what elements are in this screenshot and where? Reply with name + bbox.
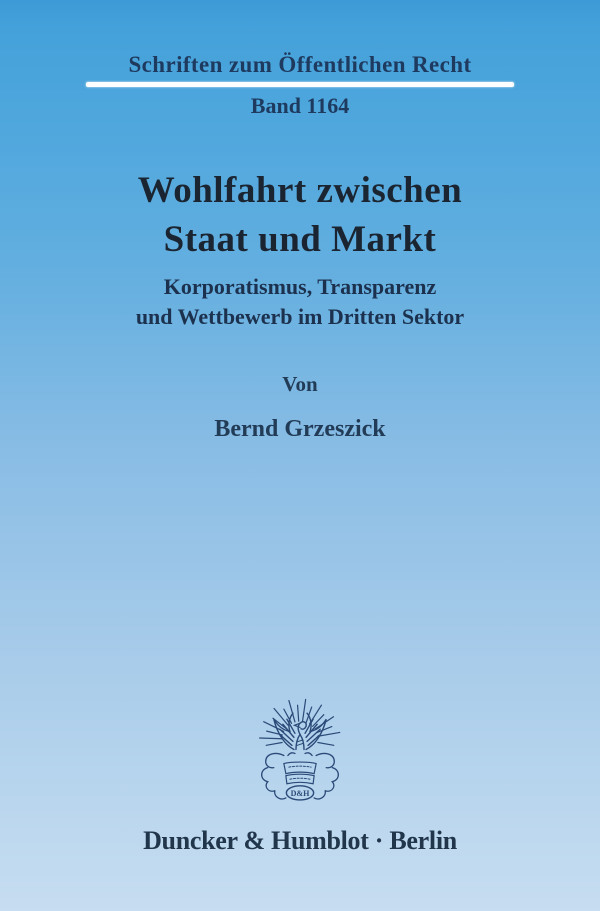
author-name: Bernd Grzeszick: [214, 416, 386, 442]
publisher-emblem: [247, 697, 353, 810]
emblem-monogram-text: D&H: [290, 788, 310, 798]
book-title-line2: Staat und Markt: [163, 219, 437, 260]
book-title: [0, 166, 600, 264]
duncker-humblot-eagle-emblem-icon: [247, 697, 353, 810]
book-subtitle: [0, 272, 600, 332]
series-divider-rule: [86, 82, 514, 87]
publisher-imprint: Duncker & Humblot · Berlin: [143, 826, 457, 855]
series-title: Schriften zum Öffentlichen Recht: [128, 52, 472, 77]
emblem-monogram: [286, 786, 313, 800]
emblem-banner: [284, 762, 316, 784]
author-prefix: Von: [282, 372, 318, 396]
emblem-eagle: [274, 713, 326, 749]
book-title-line1: Wohlfahrt zwischen: [137, 170, 463, 211]
emblem-rays: [260, 699, 340, 745]
book-subtitle-line1: Korporatismus, Transparenz: [163, 274, 437, 299]
book-subtitle-line2: und Wettbewerb im Dritten Sektor: [135, 304, 465, 329]
series-volume: Band 1164: [250, 93, 350, 118]
